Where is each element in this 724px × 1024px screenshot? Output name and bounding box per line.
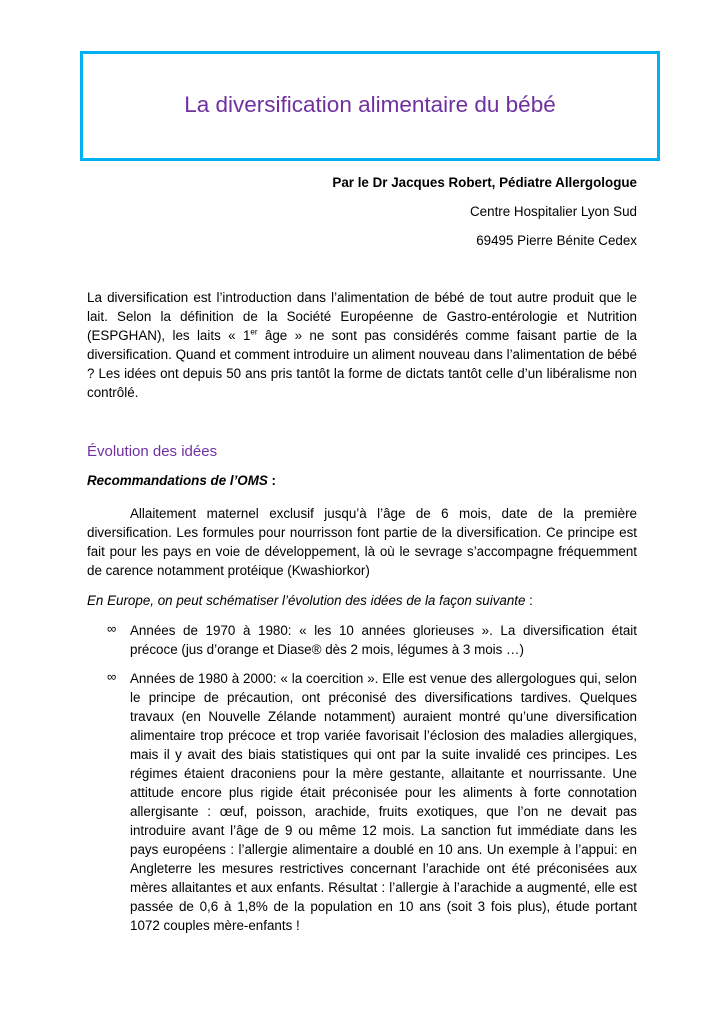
intro-text-2: âge » ne sont pas considérés comme faisant partie de la diversification. Quand et comment introduire un aliment nouveau dans l’alimentation de bébé ? Les idées ont depuis 50 ans pris tantôt la forme de dictats tantôt celle d’un libéralisme non contrôlé. [87, 328, 637, 400]
document-title: La diversification alimentaire du bébé [184, 92, 556, 117]
section-heading: Évolution des idées [87, 443, 218, 460]
europe-tail: : [525, 593, 533, 608]
subheading [87, 473, 276, 488]
author-line: Par le Dr Jacques Robert, Pédiatre Allergologue [332, 175, 637, 190]
oms-paragraph: Allaitement maternel exclusif jusqu’à l’âge de 6 mois, date de la première diversification. Les formules pour nourrisson font partie de la diversification. Ce principe est fait pour les pays en voie de développement, là où le sevrage s’accompagne fréquemment de carence notamment protéique (Kwashiorkor) [87, 506, 637, 578]
bullet-icon: ∞ [107, 669, 117, 684]
subheading-label: Recommandations de l’OMS [87, 473, 268, 488]
europe-italic: En Europe, on peut schématiser l’évolution des idées de la façon suivante [87, 593, 526, 608]
bullet-icon: ∞ [107, 621, 117, 636]
list-item-text: Années de 1970 à 1980: « les 10 années glorieuses ». La diversification était précoce (jus d’orange et Diase® dès 2 mois, légumes à 3 mois …) [130, 623, 637, 657]
europe-paragraph [87, 591, 637, 610]
address-line: 69495 Pierre Bénite Cedex [476, 233, 637, 248]
list-item-text: Années de 1980 à 2000: « la coercition ». Elle est venue des allergologues qui, selon le principe de précaution, ont préconisé des diversifications tardives. Quelques travaux (en Nouvelle Zélande notamment) auraient montré qu’une diversification alimentaire trop précoce et trop variée favorisait l’éclosion des maladies allergiques, mais il y avait des biais statistiques qui ont par la suite invalidé ces principes. Les régimes étaient draconiens pour la mère gestante, allaitante et nourrissante. Une attitude encore plus rigide était préconisée pour les aliments à forte connotation allergisante : œuf, poisson, arachide, fruits exotiques, que l’on ne devait pas introduire avant l’âge de 9 ou même 12 mois. La sanction fut immédiate dans les pays européens : l’allergie alimentaire a doublé en 10 ans. Un exemple à l’appui: en Angleterre les mesures restrictives concernant l’arachide ont été préconisées aux mères allaitantes et aux enfants. Résultat : l’allergie à l’arachide a augmenté, elle est passée de 0,6 à 1,8% de la population en 10 ans (soit 3 fois plus), étude portant 1072 couples mère-enfants ! [130, 671, 637, 933]
subheading-suffix: : [267, 473, 276, 488]
intro-text-1: La diversification est l’introduction dans l’alimentation de bébé de tout autre produit que le lait. Selon la définition de la Société Européenne de Gastro-entérologie et Nutrition (ESPGHAN), les laits « 1 [87, 290, 637, 343]
hospital-line: Centre Hospitalier Lyon Sud [470, 204, 637, 219]
list-item [107, 621, 637, 659]
intro-paragraph [87, 288, 637, 402]
intro-superscript: er [250, 327, 258, 337]
title-frame [80, 51, 660, 161]
list-item [107, 669, 637, 935]
